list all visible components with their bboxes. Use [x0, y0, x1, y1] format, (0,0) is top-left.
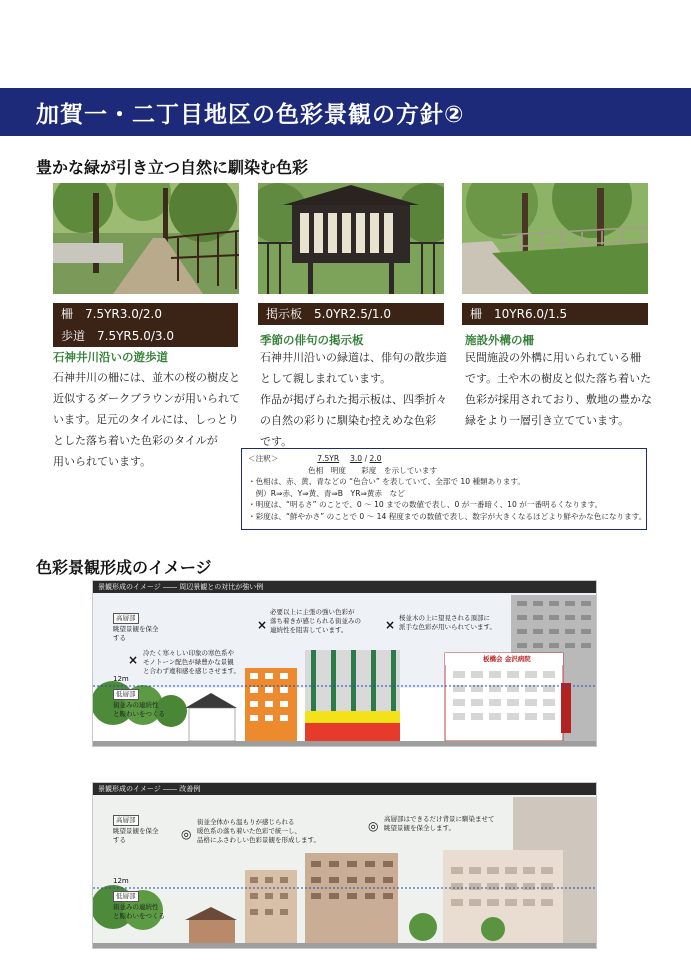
cross-mark-icon: × — [128, 653, 139, 667]
photo-fence — [462, 183, 648, 294]
upper-tier-note: 眺望景観を保全 する — [113, 625, 159, 642]
lower-tier-tag: 低層部 — [113, 891, 139, 902]
double-circle-icon: ◎ — [181, 827, 192, 841]
color-label-card1 — [53, 303, 238, 347]
cross-mark-icon: × — [385, 618, 396, 632]
notes-code-hue: 7.5YR — [317, 454, 340, 463]
notes-code-row — [248, 453, 640, 465]
scene-improved-example — [92, 782, 597, 949]
card1-body: 石神井川の柵には、並木の桜の樹皮と 近似するダークブラウンが用いられて います。足元のタイルには、しっとり とした落ち着いた色彩のタイルが 用いられています。 — [53, 371, 240, 468]
notes-heading: ＜注釈＞ — [248, 454, 279, 463]
cross-mark-icon: × — [257, 618, 268, 632]
notes-line-hue: ・色相は、赤、黄、青などの “色合い” を表していて、全部で 10 種類あります。 — [248, 477, 526, 486]
page-title: 加賀一・二丁目地区の色彩景観の方針② — [36, 102, 465, 128]
card2-subtitle: 季節の俳句の掲示板 — [260, 333, 364, 347]
color-code-signboard: 掲示板 5.0YR2.5/1.0 — [266, 307, 391, 321]
hospital-sign: 板橋会 金沢病院 — [483, 655, 531, 663]
card2-body: 石神井川沿いの緑道は、俳句の散歩道 として親しまれています。 作品が掲げられた掲示板は、四季折々 の自然の彩りに馴染む控えめな色彩 です。 — [260, 351, 447, 448]
lower-tier-note: 街並みの連続性 と賑わいをつくる — [113, 701, 165, 718]
card3-body: 民間施設の外構に用いられている柵 です。土や木の樹皮と似た落ち着いた 色彩が採用されており、敷地の豊かな 緑をより一層引き立てています。 — [465, 351, 652, 427]
comment-warm-colors: 街並全体から温もりが感じられる 暖色系の落ち着いた色彩で統一し、 品格にふさわしい色彩景観を形成します。 — [197, 818, 320, 844]
height-12m-label: 12m — [113, 675, 129, 683]
notes-line-example: 例）R⇒赤、Y⇒黄、青⇒B YR⇒黄赤 など — [248, 488, 405, 498]
photo-promenade — [53, 183, 239, 294]
height-12m-label: 12m — [113, 877, 129, 885]
color-code-facility-fence: 柵 10YR6.0/1.5 — [470, 307, 568, 321]
notes-line-value: ・明度は、“明るさ” のことで、0 ～ 10 までの数値で表し、0 が一番暗く、10 が一番明るくなります。 — [248, 500, 603, 509]
scene-improved-header: 景観形成のイメージ ―― 改善例 — [93, 783, 596, 795]
section-heading-image: 色彩景観形成のイメージ — [36, 558, 212, 577]
color-label-card2 — [258, 303, 444, 325]
upper-tier-tag: 高層部 — [113, 815, 139, 826]
comment-cold-colors: 冷たく寒々しい印象の寒色系や モノトーン配色が緑豊かな景観 と合わず違和感を感じさせます。 — [143, 649, 240, 675]
comment-loud-colors: 必要以上に主張の強い色彩が 落ち着きが感じられる街並みの 連続性を阻害しています。 — [270, 608, 361, 634]
scene-contrast-example — [92, 580, 597, 747]
upper-tier-tag: 高層部 — [113, 613, 139, 624]
photo-signboard — [258, 183, 444, 294]
card3-subtitle: 施設外構の柵 — [465, 333, 534, 347]
section-heading-green: 豊かな緑が引き立つ自然に馴染む色彩 — [36, 158, 309, 177]
title-banner — [0, 88, 691, 136]
scene-contrast-header: 景観形成のイメージ ―― 周辺景観との対比が強い例 — [93, 581, 596, 593]
lower-tier-tag: 低層部 — [113, 689, 139, 700]
card1-subtitle: 石神井川沿いの遊歩道 — [53, 350, 168, 364]
comment-blend-background: 高層部はできるだけ背景に馴染ませて 眺望景観を保全します。 — [384, 815, 495, 832]
lower-tier-note: 街並みの連続性 と賑わいをつくる — [113, 903, 165, 920]
color-code-sidewalk: 歩道 7.5YR5.0/3.0 — [61, 329, 174, 343]
notes-code-chroma: 2.0 — [369, 454, 382, 463]
double-circle-icon: ◎ — [368, 819, 379, 833]
comment-flashy-top: 桜並木の上に望見される頂部に 派手な色彩が用いられています。 — [399, 614, 496, 631]
color-label-card3 — [462, 303, 648, 325]
notes-legend: 色相 明度 彩度 を示しています — [308, 465, 438, 475]
notes-box — [241, 448, 647, 530]
notes-line-chroma: ・彩度は、“鮮やかさ” のことで 0 ～ 14 程度までの数値で表し、数字が大きくなるほどより鮮やかな色になります。 — [248, 511, 647, 521]
upper-tier-note: 眺望景観を保全 する — [113, 827, 159, 844]
color-code-fence: 柵 7.5YR3.0/2.0 — [61, 307, 162, 321]
notes-code-value: 3.0 — [350, 454, 363, 463]
notes-code-sep: / — [364, 454, 368, 463]
